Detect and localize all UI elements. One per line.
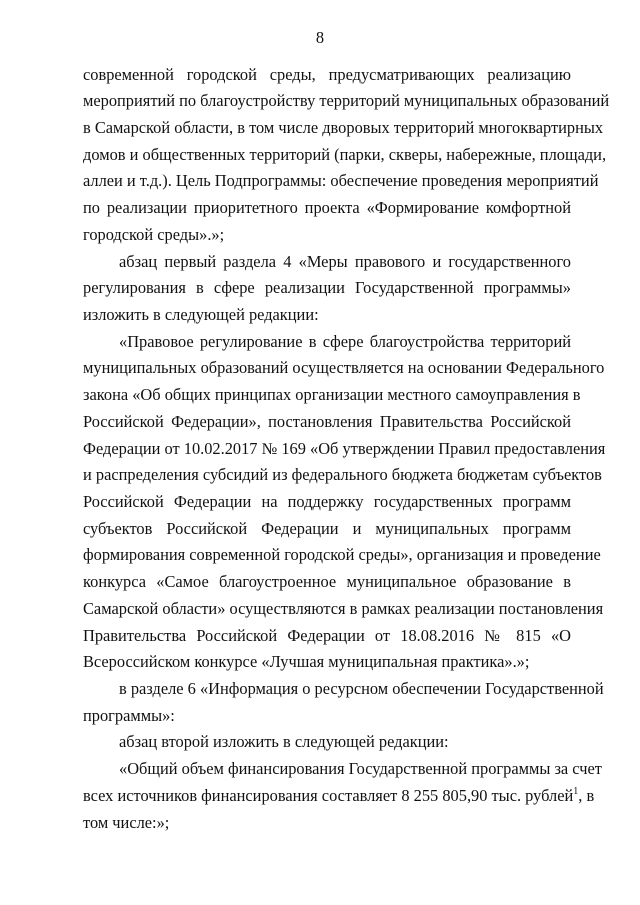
text-segment: , в: [578, 785, 595, 805]
paragraph: [83, 756, 602, 836]
text-line: «Правовое регулирование в сфере благоустройства территорий: [119, 331, 571, 351]
text-line: Российской Федерации», постановления Правительства Российской: [83, 411, 571, 431]
text-line: муниципальных образований осуществляется на основании Федерального: [83, 358, 605, 378]
footnote-marker: 1: [573, 785, 579, 797]
text-line: программы»:: [83, 705, 175, 725]
paragraph: [83, 329, 606, 676]
text-line: Правительства Российской Федерации от 18.08.2016 № 815 «О: [83, 625, 571, 645]
paragraph: [83, 676, 604, 729]
text-line: закона «Об общих принципах организации местного самоуправления в: [83, 385, 581, 405]
text-line: городской среды».»;: [83, 224, 225, 244]
text-line: абзац второй изложить в следующей редакции:: [119, 732, 449, 752]
paragraph: [83, 729, 571, 756]
text-line: регулирования в сфере реализации Государственной программы»: [83, 278, 571, 298]
text-line: Российской Федерации на поддержку государственных программ: [83, 492, 571, 511]
paragraph: [83, 249, 571, 329]
text-segment: всех источников финансирования составляет 8 255 805,90 тыс. рублей: [83, 785, 574, 805]
text-line: мероприятий по благоустройству территорий муниципальных образований: [83, 91, 610, 111]
text-line: субъектов Российской Федерации и муниципальных программ: [83, 518, 571, 538]
text-line: домов и общественных территорий (парки, скверы, набережные, площади,: [83, 144, 607, 164]
page-number: 8: [315, 28, 325, 47]
text-line: по реализации приоритетного проекта «Формирование комфортной: [83, 198, 571, 218]
text-line: том числе:»;: [83, 812, 170, 832]
text-line: формирования современной городской среды», организация и проведение: [83, 545, 601, 565]
paragraph: [83, 62, 610, 249]
text-line: Федерации от 10.02.2017 № 169 «Об утверждении Правил предоставления: [83, 438, 606, 458]
document-body: [83, 62, 610, 837]
text-line: [83, 783, 595, 810]
text-line: современной городской среды, предусматривающих реализацию: [83, 64, 571, 84]
text-line: и распределения субсидий из федерального бюджета бюджетам субъектов: [83, 465, 602, 485]
text-line: конкурса «Самое благоустроенное муниципальное образование в: [83, 572, 571, 592]
text-line: Самарской области» осуществляются в рамках реализации постановления: [83, 598, 604, 618]
text-line: абзац первый раздела 4 «Меры правового и государственного: [119, 251, 571, 271]
text-line: в разделе 6 «Информация о ресурсном обеспечении Государственной: [119, 679, 604, 699]
text-line: «Общий объем финансирования Государственной программы за счет: [119, 759, 602, 779]
text-line: Всероссийском конкурсе «Лучшая муниципальная практика».»;: [83, 652, 530, 672]
text-line: в Самарской области, в том числе дворовых территорий многоквартирных: [83, 117, 604, 137]
text-line: аллеи и т.д.). Цель Подпрограммы: обеспечение проведения мероприятий: [83, 171, 599, 191]
text-line: изложить в следующей редакции:: [83, 304, 319, 324]
